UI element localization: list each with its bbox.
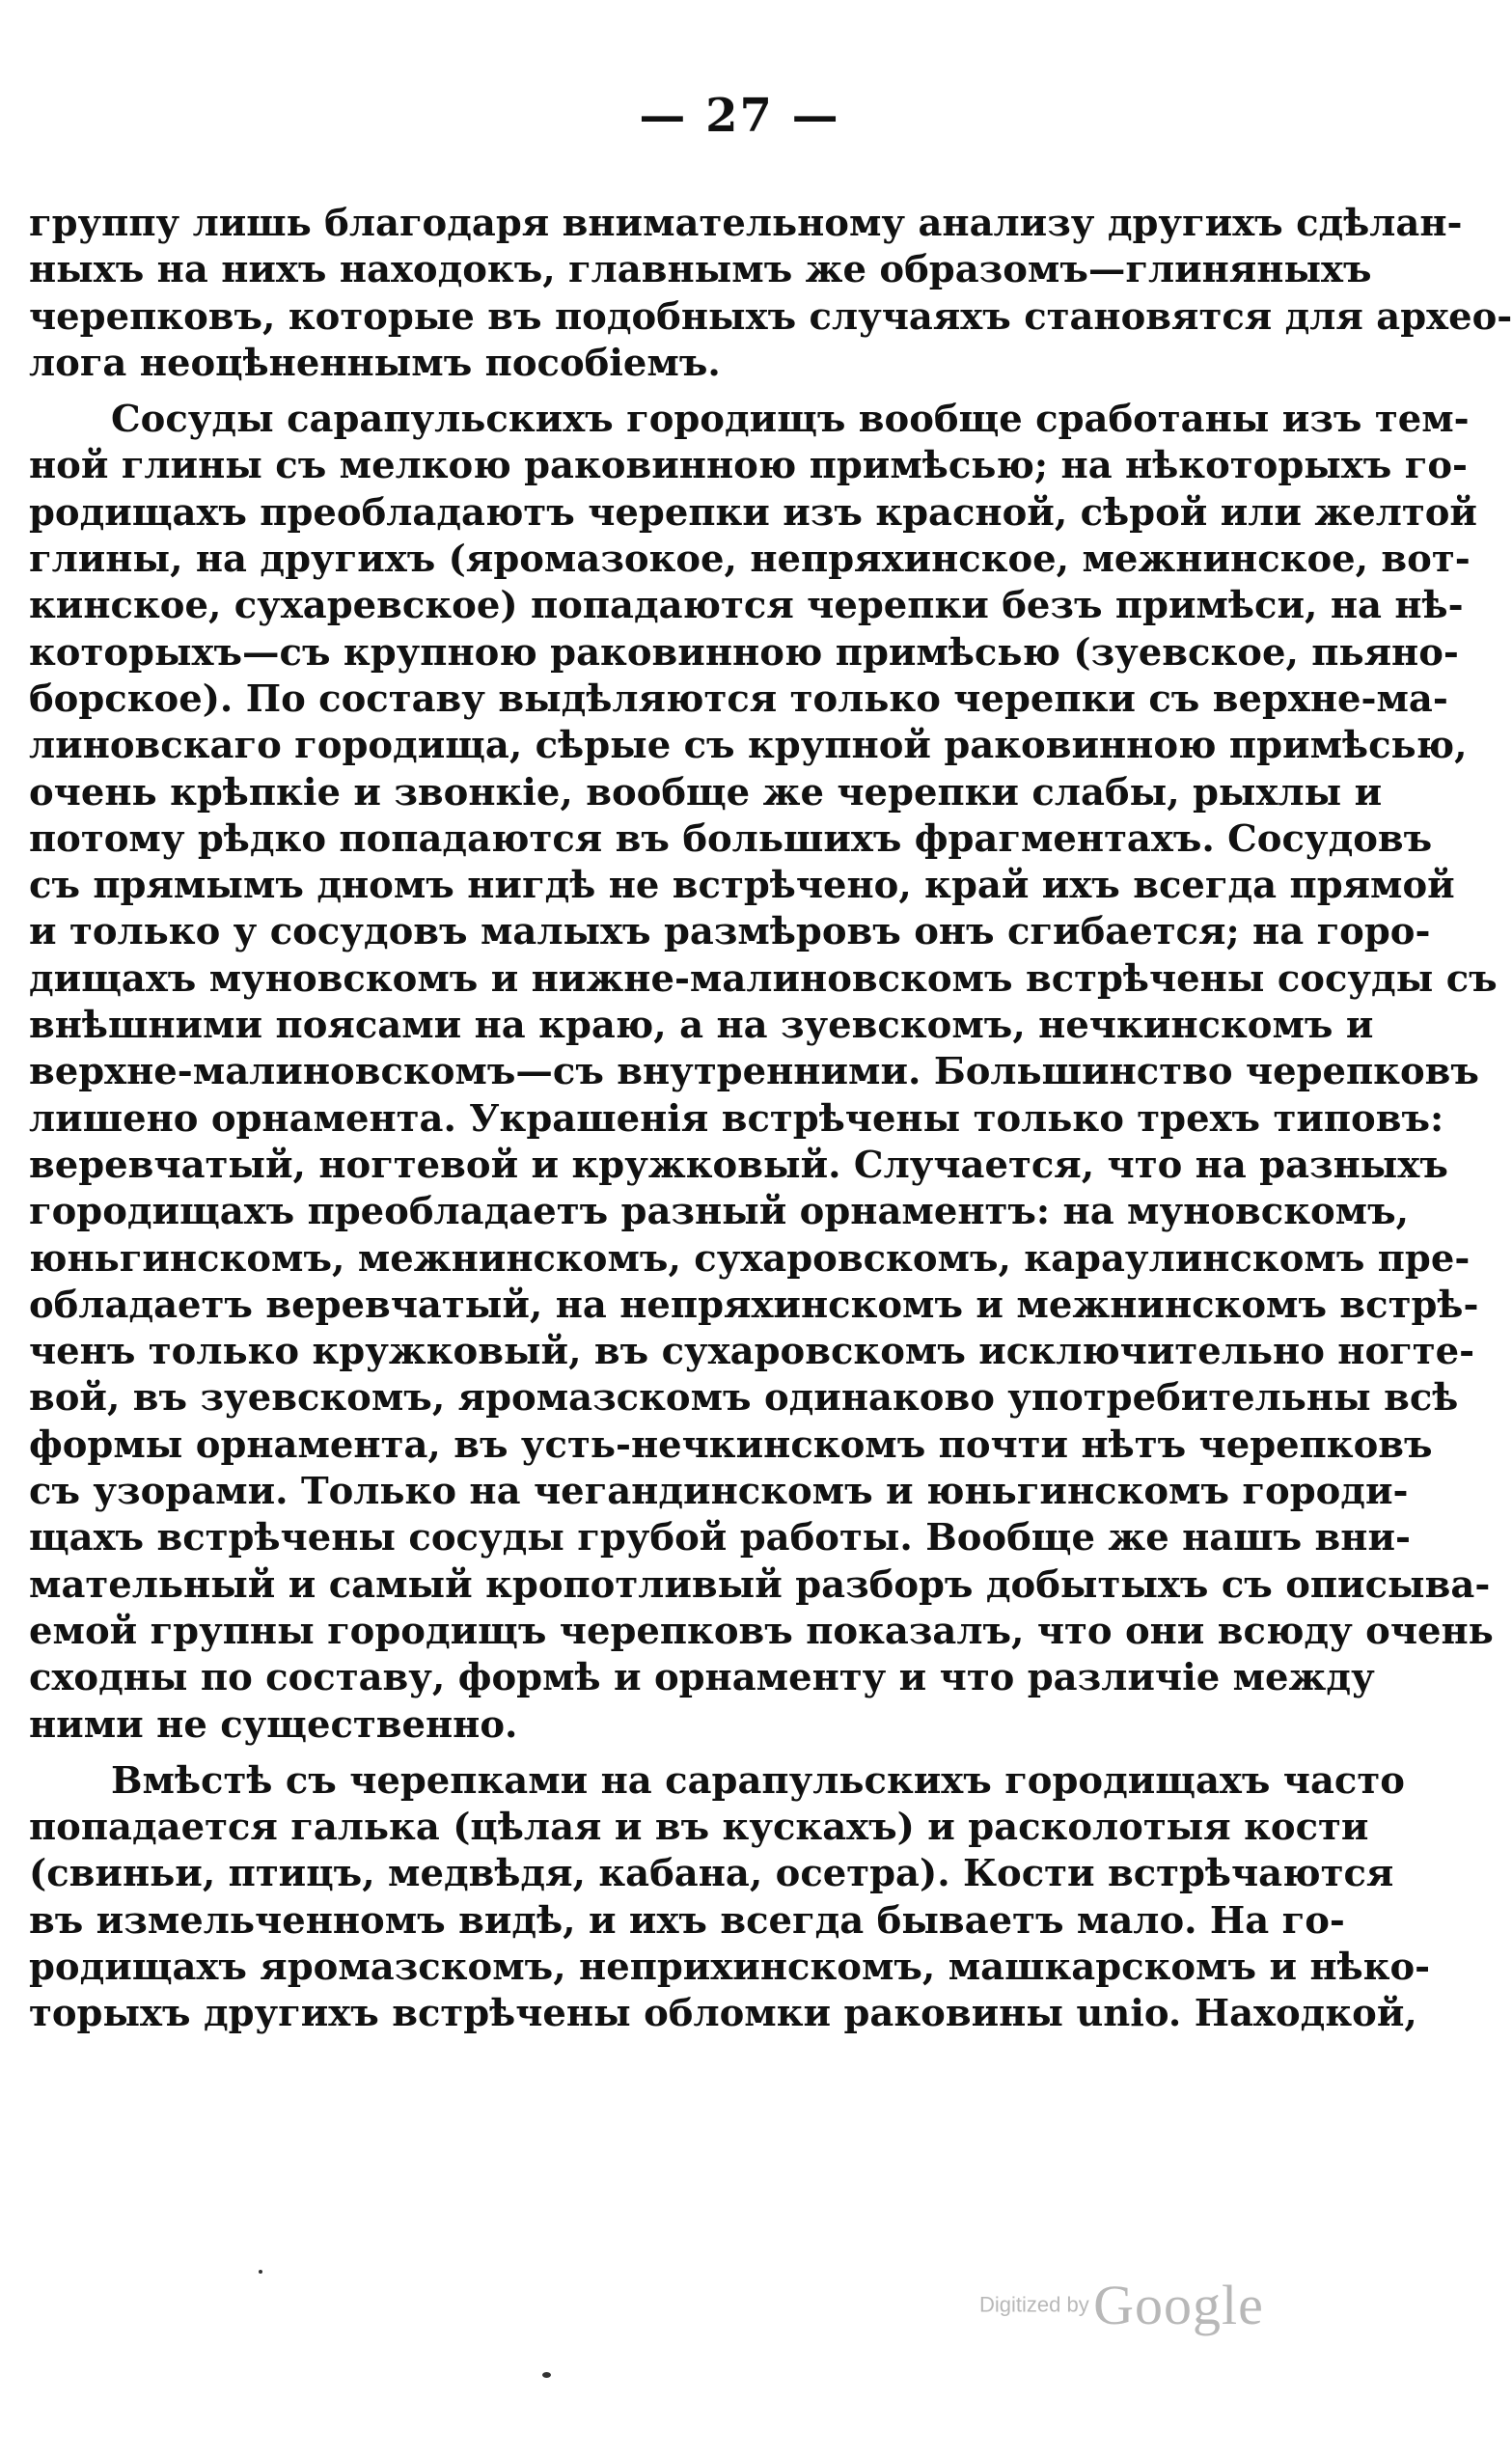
text-line: городищахъ преобладаетъ разный орнаментъ: на муновскомъ,: [29, 1190, 1410, 1234]
text-line: щахъ встрѣчены сосуды грубой работы. Вообще же нашъ вни-: [29, 1516, 1412, 1560]
paragraph-2: [29, 397, 1498, 1749]
text-line: потому рѣдко попадаются въ большихъ фрагментахъ. Сосудовъ: [29, 816, 1433, 861]
page-number: — 27 —: [639, 89, 840, 143]
text-line: кинское, сухаревское) попадаются черепки безъ примѣси, на нѣ-: [29, 584, 1464, 628]
text-line: лишено орнамента. Украшенія встрѣчены только трехъ типовъ:: [29, 1096, 1444, 1141]
digitized-label: Digitized by: [979, 2292, 1089, 2317]
text-line: юньгинскомъ, межнинскомъ, сухаровскомъ, караулинскомъ пре-: [29, 1236, 1471, 1281]
paragraph-3: [29, 1758, 1431, 2038]
text-line: верхне-малиновскомъ—съ внутренними. Большинство черепковъ: [29, 1050, 1479, 1094]
ink-speck: [542, 2372, 551, 2378]
text-line: вой, въ зуевскомъ, яромазскомъ одинаково употребительны всѣ: [29, 1376, 1459, 1421]
text-line: линовскаго городища, сѣрые съ крупной раковинною примѣсью,: [29, 724, 1468, 768]
text-line: Вмѣстѣ съ черепками на сарапульскихъ городищахъ часто: [111, 1758, 1405, 1803]
text-line: ной глины съ мелкою раковинною примѣсью; на нѣкоторыхъ го-: [29, 444, 1468, 488]
text-line: родищахъ яромазскомъ, неприхинскомъ, машкарскомъ и нѣко-: [29, 1945, 1431, 1989]
text-line: и только у сосудовъ малыхъ размѣровъ онъ сгибается; на горо-: [29, 910, 1431, 954]
text-line: ними не существенно.: [29, 1702, 518, 1747]
text-line: Сосуды сарапульскихъ городищъ вообще сработаны изъ тем-: [111, 398, 1470, 442]
text-line: лога неоцѣненнымъ пособіемъ.: [29, 341, 721, 385]
paragraph-1: [29, 201, 1512, 387]
text-line: (свиньи, птицъ, медвѣдя, кабана, осетра). Кости встрѣчаются: [29, 1852, 1394, 1896]
text-line: дищахъ муновскомъ и нижне-малиновскомъ встрѣчены сосуды съ: [29, 956, 1498, 1001]
text-line: съ прямымъ дномъ нигдѣ не встрѣчено, край ихъ всегда прямой: [29, 864, 1455, 908]
google-logo: Google: [1093, 2274, 1264, 2336]
body-text: [29, 201, 1512, 2038]
text-line: внѣшними поясами на краю, а на зуевскомъ, нечкинскомъ и: [29, 1004, 1374, 1048]
text-line: группу лишь благодаря внимательному анализу другихъ сдѣлан-: [29, 202, 1463, 245]
text-line: ныхъ на нихъ находокъ, главнымъ же образомъ—глиняныхъ: [29, 248, 1372, 292]
text-line: веревчатый, ногтевой и кружковый. Случается, что на разныхъ: [29, 1143, 1448, 1187]
text-line: мательный и самый кропотливый разборъ добытыхъ съ описыва-: [29, 1562, 1491, 1607]
text-line: очень крѣпкіе и звонкіе, вообще же черепки слабы, рыхлы и: [29, 770, 1383, 814]
text-line: глины, на другихъ (яромазокое, непряхинское, межнинское, вот-: [29, 538, 1471, 582]
text-line: формы орнамента, въ усть-нечкинскомъ почти нѣтъ черепковъ: [29, 1422, 1433, 1467]
text-line: ченъ только кружковый, въ сухаровскомъ исключительно ногте-: [29, 1330, 1475, 1374]
text-line: попадается галька (цѣлая и въ кускахъ) и расколотыя кости: [29, 1806, 1369, 1850]
text-line: съ узорами. Только на чегандинскомъ и юньгинскомъ городи-: [29, 1470, 1409, 1514]
text-line: торыхъ другихъ встрѣчены обломки раковины unio. Находкой,: [29, 1992, 1417, 2036]
text-line: которыхъ—съ крупною раковинною примѣсью (зуевское, пьяно-: [29, 630, 1459, 675]
text-line: борское). По составу выдѣляются только черепки съ верхне-ма-: [29, 676, 1448, 721]
digitized-watermark: [979, 2273, 1264, 2337]
text-line: черепковъ, которые въ подобныхъ случаяхъ становятся для архео-: [29, 294, 1512, 339]
text-line: сходны по составу, формѣ и орнаменту и что различіе между: [29, 1656, 1375, 1700]
text-line: родищахъ преобладаютъ черепки изъ красной, сѣрой или желтой: [29, 490, 1477, 535]
text-line: емой групны городищъ черепковъ показалъ, что они всюду очень: [29, 1609, 1494, 1653]
text-line: въ измельченномъ видѣ, и ихъ всегда бываетъ мало. На го-: [29, 1898, 1345, 1943]
text-line: обладаетъ веревчатый, на непряхинскомъ и межнинскомъ встрѣ-: [29, 1283, 1479, 1327]
ink-speck: [259, 2270, 262, 2274]
